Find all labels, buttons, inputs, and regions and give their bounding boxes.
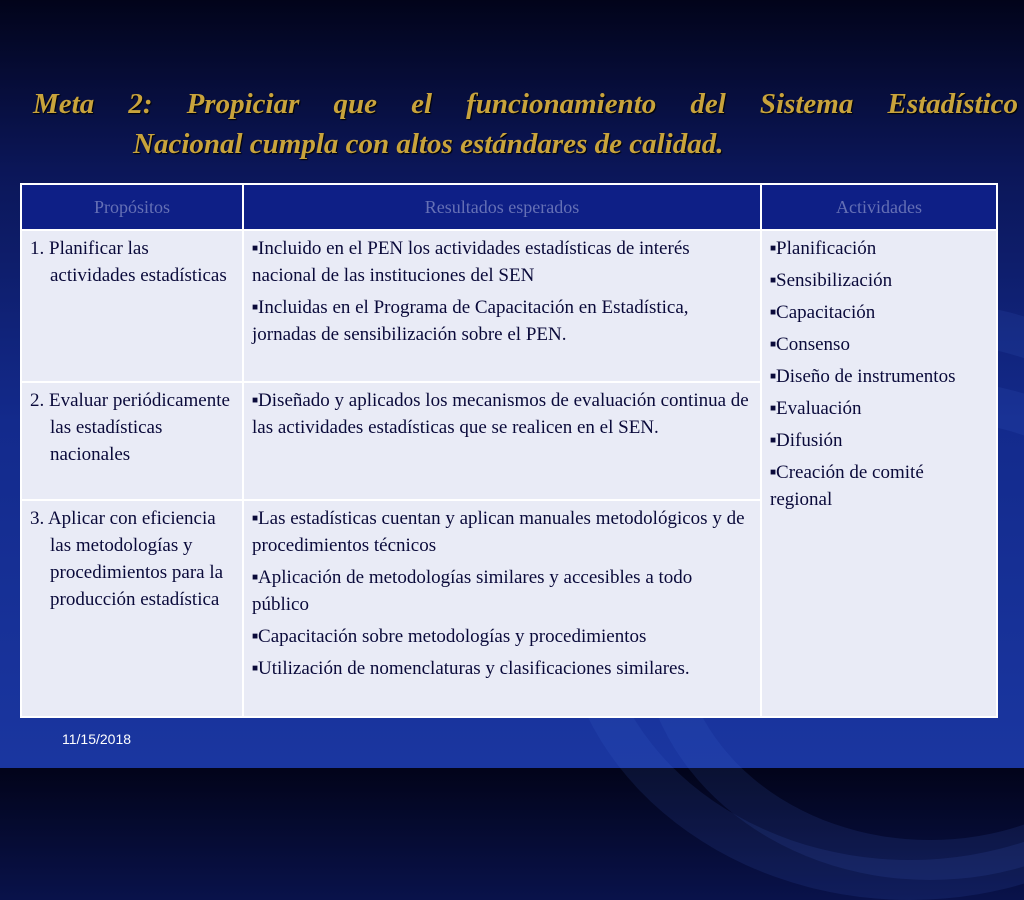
actividad-text: Sensibilización — [776, 270, 893, 291]
square-bullet-icon: ■ — [252, 631, 259, 642]
list-item — [252, 235, 752, 289]
title-line-2: Nacional cumpla con altos estándares de calidad. — [133, 128, 724, 160]
square-bullet-icon: ■ — [770, 371, 777, 382]
actividad-text: Evaluación — [776, 398, 862, 419]
resultado-text: Capacitación sobre metodologías y procedimientos — [258, 626, 647, 647]
header-propositos: Propósitos — [21, 184, 243, 230]
resultados-cell — [243, 230, 761, 382]
square-bullet-icon: ■ — [770, 435, 777, 446]
square-bullet-icon: ■ — [252, 302, 259, 313]
list-item — [252, 623, 752, 650]
list-item — [252, 505, 752, 559]
resultado-text: Las estadísticas cuentan y aplican manuales metodológicos y de procedimientos técnicos — [252, 508, 745, 556]
actividad-text: Creación de comité regional — [770, 462, 924, 510]
slide-title — [0, 86, 1024, 166]
square-bullet-icon: ■ — [770, 307, 777, 318]
proposito-cell — [21, 500, 243, 717]
actividad-text: Diseño de instrumentos — [776, 366, 956, 387]
actividad-text: Difusión — [776, 430, 843, 451]
actividades-cell — [761, 230, 997, 717]
square-bullet-icon: ■ — [770, 275, 777, 286]
list-item — [770, 395, 988, 422]
square-bullet-icon: ■ — [770, 403, 777, 414]
proposito-cell — [21, 230, 243, 382]
list-item — [770, 331, 988, 358]
header-resultados: Resultados esperados — [243, 184, 761, 230]
resultado-text: Incluidas en el Programa de Capacitación en Estadística, jornadas de sensibilización sobre el PEN. — [252, 297, 689, 345]
resultado-text: Diseñado y aplicados los mecanismos de evaluación continua de las actividades estadísticas que se realicen en el SEN. — [252, 390, 749, 438]
list-item — [770, 363, 988, 390]
list-item — [770, 267, 988, 294]
list-item — [252, 387, 752, 441]
resultado-text: Utilización de nomenclaturas y clasificaciones similares. — [258, 658, 690, 679]
proposito-cell — [21, 382, 243, 500]
resultado-text: Incluido en el PEN los actividades estadísticas de interés nacional de las instituciones del SEN — [252, 238, 690, 286]
list-item — [770, 299, 988, 326]
list-item — [252, 294, 752, 348]
proposito-text: 3. Aplicar con eficiencia las metodologías y procedimientos para la producción estadística — [30, 508, 224, 610]
square-bullet-icon: ■ — [770, 467, 777, 478]
actividad-text: Capacitación — [776, 302, 876, 323]
square-bullet-icon: ■ — [770, 339, 777, 350]
title-line-1: Meta 2: Propiciar que el funcionamiento del Sistema Estadístico — [33, 88, 1018, 120]
header-row — [21, 184, 997, 230]
square-bullet-icon: ■ — [252, 513, 259, 524]
square-bullet-icon: ■ — [252, 395, 259, 406]
resultados-cell — [243, 382, 761, 500]
list-item — [252, 564, 752, 618]
footer-date: 11/15/2018 — [62, 731, 132, 747]
proposito-text: 2. Evaluar periódicamente las estadísticas nacionales — [30, 390, 230, 465]
resultado-text: Aplicación de metodologías similares y accesibles a todo público — [252, 567, 693, 615]
list-item — [252, 655, 752, 682]
actividad-text: Consenso — [776, 334, 850, 355]
square-bullet-icon: ■ — [770, 243, 777, 254]
resultados-cell — [243, 500, 761, 717]
proposito-text: 1. Planificar las actividades estadísticas — [30, 238, 227, 286]
list-item — [770, 235, 988, 262]
goals-table — [20, 183, 998, 718]
table-row — [21, 230, 997, 382]
list-item — [770, 459, 988, 513]
square-bullet-icon: ■ — [252, 663, 259, 674]
header-actividades: Actividades — [761, 184, 997, 230]
actividad-text: Planificación — [776, 238, 877, 259]
square-bullet-icon: ■ — [252, 572, 259, 583]
square-bullet-icon: ■ — [252, 243, 259, 254]
list-item — [770, 427, 988, 454]
